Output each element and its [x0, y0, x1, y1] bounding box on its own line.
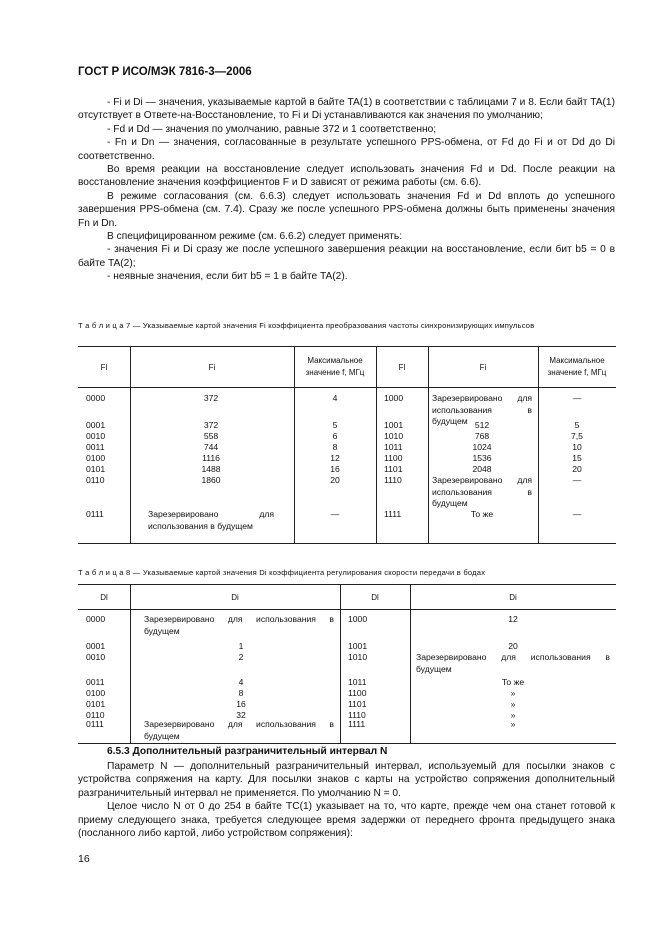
table7-cell: 5 [332, 420, 338, 430]
table8-cell: 1110 [348, 710, 366, 720]
table7-cell: 15 [572, 453, 582, 463]
table7-header-cell: Fl [398, 362, 406, 372]
table8-caption: Т а б л и ц а 8 — Указываемые картой значения Di коэффициента регулирования скорости передачи в бодах [78, 568, 486, 577]
table7-cell: 1100 [384, 453, 403, 463]
page-number: 16 [78, 853, 90, 865]
table7-cell: 0011 [86, 442, 105, 452]
table8-cell: 1101 [348, 699, 367, 709]
table8-cell: 1010 [348, 652, 368, 662]
table8-cell: 16 [236, 699, 246, 709]
table7-header-cell: Максимальное значение f, МГц [547, 356, 607, 377]
table7-cell: 0111 [86, 509, 104, 519]
table8-cell: 1 [238, 641, 244, 651]
table8-header-cell: Di [231, 592, 239, 602]
table8-cell: 1100 [348, 688, 367, 698]
table7-cell: 744 [203, 442, 219, 452]
table7-cell: 0110 [86, 475, 105, 485]
paragraph: Целое число N от 0 до 254 в байте TC(1) указывает на то, что карте, прежде чем она станет готовой к приему следующего знака, требуется следующее время задержки от переднего фронта предыдущего знака (посланного либо картой, либо устройством сопряжения): [78, 801, 615, 840]
table8-cell: 0110 [86, 710, 105, 720]
paragraph: Во время реакции на восстановление следует использовать значения Fd и Dd. После реакции на восстановление значения коэффициентов F и D зависят от режима работы (см. 6.6). [78, 164, 615, 189]
table7 [78, 346, 616, 544]
section-text [78, 760, 615, 840]
table7-cell: 558 [203, 431, 219, 441]
table7-cell: — [572, 509, 582, 519]
table7-cell: Зарезервировано для использования в будущем [432, 393, 532, 427]
table7-cell: 1116 [202, 453, 220, 463]
paragraph: В режиме согласования (см. 6.6.3) следует использовать значения Fd и Dd вплоть до успешного завершения PPS-обмена (см. 7.4). Сразу же после успешного PPS-обмена должны быть применены значения Fn и Dn. [78, 190, 615, 229]
table7-cell: 16 [330, 464, 340, 474]
table7-cell: Зарезервировано для использования в будущем [432, 475, 532, 509]
table8-cell: 32 [236, 710, 246, 720]
table8-cell: То же [501, 677, 525, 687]
table7-cell: 8 [332, 442, 338, 452]
table7-cell: 372 [203, 420, 219, 430]
table8-header-row [78, 585, 616, 610]
paragraph: - Fi и Di — значения, указываемые картой в байте TA(1) в соответствии с таблицами 7 и 8. Если байт TA(1) отсутствует в Ответе-на-Восстановление, то Fi и Di устанавливаются как значения по умолчанию; [78, 97, 615, 122]
table7-cell: 1001 [384, 420, 404, 430]
table7-cell: — [572, 393, 582, 403]
table8-cell: » [510, 719, 516, 729]
table8-cell: Зарезервировано для использования в будущем [416, 652, 610, 674]
table8-cell: 1001 [348, 641, 368, 651]
table7-cell: 1024 [472, 442, 492, 452]
table8-cell: 1111 [348, 719, 366, 729]
paragraph: - Fd и Dd — значения по умолчанию, равные 372 и 1 соответственно; [107, 123, 437, 135]
table7-cell: 5 [574, 420, 580, 430]
table7-cell: 1101 [384, 464, 403, 474]
table7-header-cell: Fl [100, 362, 108, 372]
table7-cell: 1011 [384, 442, 403, 452]
table7-cell: 1110 [384, 475, 402, 485]
table8-header-cell: Di [509, 592, 517, 602]
table8-cell: 20 [508, 641, 518, 651]
table8-cell: 0001 [86, 641, 106, 651]
table7-cell: 768 [474, 431, 490, 441]
table8-cell: Зарезервировано для использования в будущем [144, 719, 334, 741]
table7-cell: 2048 [472, 464, 492, 474]
table8-cell: 0100 [86, 688, 106, 698]
table8-cell: 2 [238, 652, 244, 662]
table8-cell: 0111 [86, 719, 104, 729]
table7-cell: 0101 [86, 464, 106, 474]
table7-cell: — [572, 475, 582, 485]
table7-cell: 10 [572, 442, 582, 452]
table7-cell: То же [470, 509, 494, 519]
table7-cell: 7,5 [571, 431, 583, 441]
table7-cell: 12 [330, 453, 340, 463]
table7-cell: 1488 [201, 464, 221, 474]
table7-cell: 20 [330, 475, 340, 485]
table7-cell: 4 [332, 393, 338, 403]
table8-cell: 0000 [86, 614, 106, 624]
table8-header-cell: Dl [100, 592, 108, 602]
table8-cell: » [510, 699, 516, 709]
paragraph: - Fn и Dn — значения, согласованные в результате успешного PPS-обмена, от Fd до Fi и от Dd до Di соответственно. [78, 137, 615, 162]
table8-cell: 0011 [86, 677, 105, 687]
table8-cell: 12 [508, 614, 518, 624]
paragraph: Параметр N — дополнительный разграничительный интервал, используемый для посылки знаков с устройства сопряжения на карту. Для посылки знаков с карты на устройство сопряжения дополнительный разграничительный интервал не применяется. По умолчанию N = 0. [78, 761, 615, 799]
table8-cell: 0101 [86, 699, 106, 709]
table7-cell: 0100 [86, 453, 106, 463]
table7-cell: 1860 [201, 475, 221, 485]
paragraph: - значения Fi и Di сразу же после успешного завершения реакции на восстановление, если бит b5 = 0 в байте TA(2); [78, 244, 615, 269]
table7-header-row [78, 347, 616, 388]
table8-cell: » [510, 710, 516, 720]
table7-cell: 6 [332, 431, 338, 441]
table7-cell: 20 [572, 464, 582, 474]
table7-cell: 1010 [384, 431, 404, 441]
table7-cell: 1536 [472, 453, 492, 463]
table8 [78, 584, 616, 744]
table7-caption: Т а б л и ц а 7 — Указываемые картой значения Fi коэффициента преобразования частоты синхронизирующих импульсов [78, 321, 535, 330]
table8-cell: 4 [238, 677, 244, 687]
table8-cell: 1011 [348, 677, 367, 687]
document-header: ГОСТ Р ИСО/МЭК 7816-3—2006 [78, 66, 252, 78]
table7-cell: — [330, 509, 340, 519]
intro-text [78, 96, 615, 284]
section-title: 6.5.3 Дополнительный разграничительный интервал N [107, 746, 388, 757]
table8-header-cell: Dl [371, 592, 379, 602]
table8-cell: Зарезервировано для использования в будущем [144, 614, 334, 636]
table7-cell: 1000 [384, 393, 404, 403]
table7-cell: Зарезервировано для использования в будущем [148, 509, 274, 531]
paragraph: - неявные значения, если бит b5 = 1 в байте TA(2). [107, 271, 348, 283]
table7-cell: 0001 [86, 420, 106, 430]
table7-cell: 372 [203, 393, 219, 403]
table7-header-cell: Fi [208, 362, 216, 372]
table7-cell: 1111 [384, 509, 402, 519]
table8-cell: 8 [238, 688, 244, 698]
table7-header-cell: Максимальное значение f, МГц [305, 356, 365, 377]
table7-header-cell: Fi [479, 362, 487, 372]
table8-cell: 1000 [348, 614, 368, 624]
table7-cell: 0000 [86, 393, 106, 403]
table7-cell: 0010 [86, 431, 106, 441]
table8-cell: » [510, 688, 516, 698]
table8-cell: 0010 [86, 652, 106, 662]
table7-cell: 512 [474, 420, 490, 430]
paragraph: В специфицированном режиме (см. 6.6.2) следует применять: [107, 231, 403, 243]
